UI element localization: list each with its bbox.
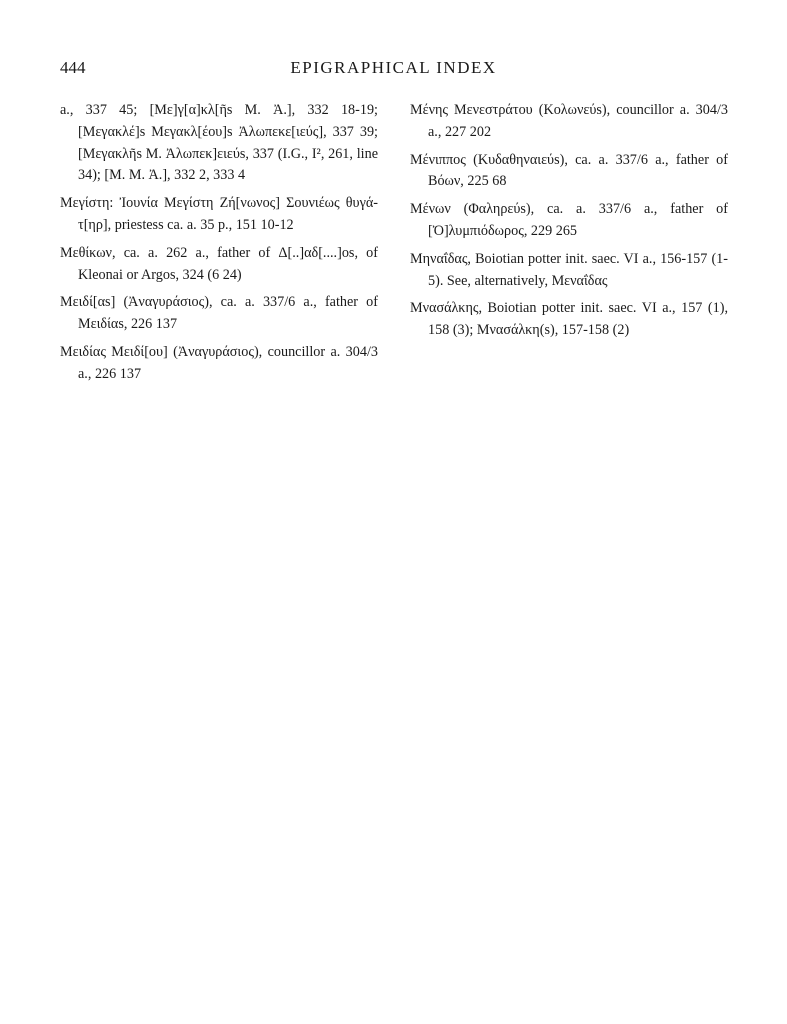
page-header: [60, 58, 727, 84]
index-entry: Μεγίστη: Ἰουνία Μεγίστη Ζή[νωνος] Σουνιέως θυγά-τ[ηρ], priestess ca. a. 35 p., 151 10-12: [60, 195, 378, 233]
index-entry: Μειδί[αs] (Ἀναγυράσιος), ca. a. 337/6 a., father of Μειδίαs, 226 137: [60, 294, 378, 333]
index-entry: Μειδίας Μειδί[ου] (Ἀναγυράσιος), councillor a. 304/3 a., 226 137: [60, 343, 378, 382]
page-number: 444: [60, 58, 86, 77]
running-title: EPIGRAPHICAL INDEX: [290, 58, 497, 77]
index-entry: Μεθίκων, ca. a. 262 a., father of Δ[..]αδ[....]os, of Kleonai or Argos, 324 (6 24): [60, 244, 378, 283]
index-entry: Μένιππος (Κυδαθηναιεύs), ca. a. 337/6 a., father of Βόων, 225 68: [410, 151, 728, 190]
index-entry: Μηναΐδας, Boiotian potter init. saec. VI a., 156-157 (1-5). See, alternatively, Μεναΐδας: [410, 250, 728, 289]
index-entry: Μνασάλκης, Boiotian potter init. saec. VI a., 157 (1), 158 (3); Μνασάλκη(s), 157-158 (2): [410, 300, 728, 339]
index-entry: Μένων (Φαληρεύs), ca. a. 337/6 a., father of [Ὀ]λυμπιόδωρος, 229 265: [410, 201, 728, 239]
index-entry: Μένης Μενεστράτου (Κολωνεύs), councillor a. 304/3 a., 227 202: [410, 102, 728, 140]
index-entry: a., 337 45; [Με]γ[α]κλ[ῆs Μ. Ἀ.], 332 18-19; [Μεγακλέ]s Μεγακλ[έου]s Ἀλωπεκε[ιεύς], 337 39; [Μεγακλῆs Μ. Ἀλωπεκ]ειεύs, 337 (I.G., I², 261, line 34); [Μ. Μ. Ἀ.], 332 2, 333 4: [60, 102, 378, 184]
left-column: [60, 100, 378, 392]
right-column: [410, 100, 728, 348]
